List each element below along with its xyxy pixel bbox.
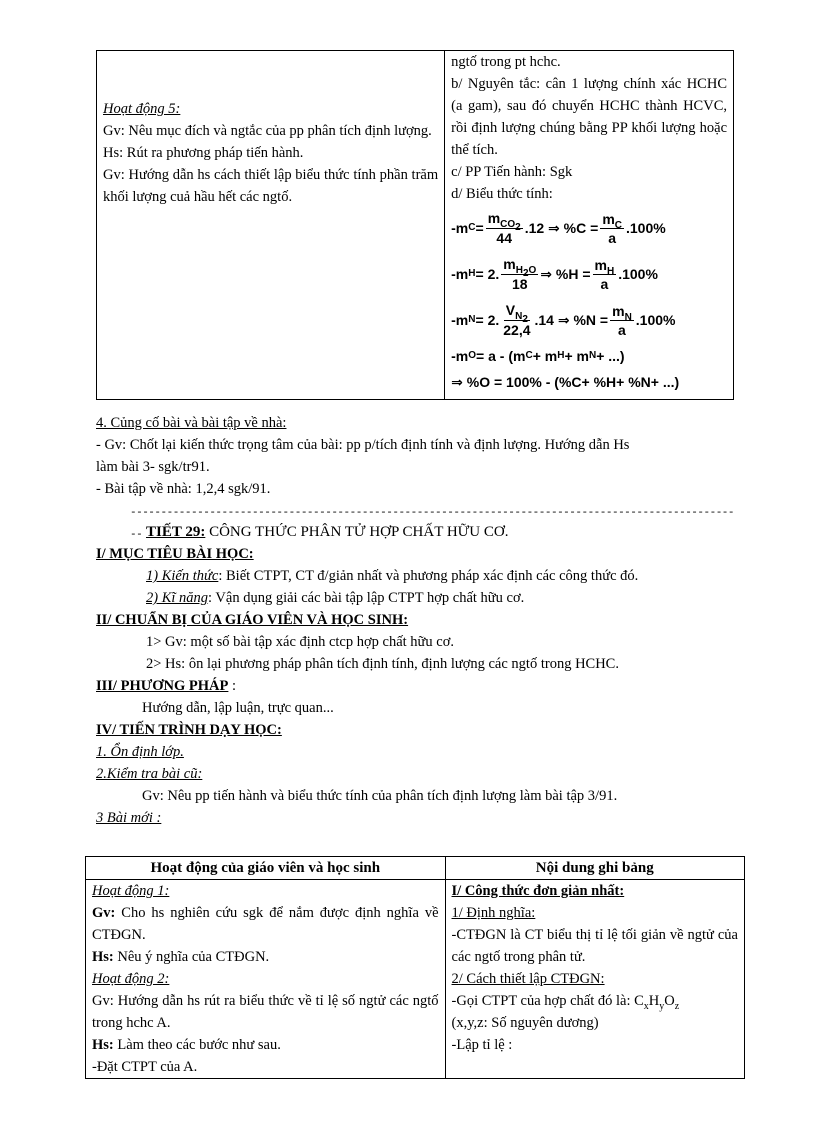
separator-line: -----------------------------------------------------------------------------------------------------	[130, 507, 735, 541]
step-class-order: 1. Ổn định lớp.	[96, 744, 184, 760]
objective-knowledge: 1) Kiến thức: Biết CTPT, CT đ/giản nhất và phương pháp xác định các công thức đó.	[146, 568, 639, 584]
step-check-old-lesson: 2.Kiểm tra bài cũ:	[96, 766, 203, 782]
consolidation-line: làm bài 3- sgk/tr91.	[96, 459, 210, 475]
formula-carbon: -m C = $\frac{m_{CO_2}}{44}$ .12 ⇒ %C = $\frac{m_C}{a}$ .100%	[451, 210, 666, 246]
establish-step-1: -Gọi CTPT của hợp chất đó là: $C_xH_yO_z$	[451, 993, 680, 1012]
activity-2-hs: Hs: Làm theo các bước như sau.	[92, 1037, 281, 1053]
formula-title: d/ Biểu thức tính:	[451, 186, 553, 202]
formula-oxygen-percent: ⇒ %O = 100% - (%C+ %H+ %N+ ...)	[451, 374, 680, 390]
consolidation-title: 4. Củng cố bài và bài tập về nhà:	[96, 415, 287, 431]
check-old-lesson-text: Gv: Nêu pp tiến hành và biểu thức tính của phân tích định lượng làm bài tập 3/91.	[142, 788, 618, 804]
definition-text: -CTĐGN là CT biểu thị tỉ lệ tối giản về ngtử của các ngtố trong phân tử.	[451, 927, 738, 965]
activity-5-line: Hs: Rút ra phương pháp tiến hành.	[103, 145, 304, 161]
section-objectives: I/ MỤC TIÊU BÀI HỌC:	[96, 546, 254, 562]
simplest-formula-title: I/ Công thức đơn giản nhất:	[451, 883, 625, 899]
continued-text: ngtố trong pt hchc.	[451, 54, 561, 70]
step-new-lesson: 3 Bài mới :	[96, 810, 162, 826]
lesson-title: TIẾT 29: CÔNG THỨC PHÂN TỬ HỢP CHẤT HỮU CƠ.	[146, 524, 509, 540]
top-table-left-cell	[97, 51, 445, 400]
bottom-table	[85, 856, 745, 1079]
section-procedure: IV/ TIẾN TRÌNH DẠY HỌC:	[96, 722, 282, 738]
activity-1-gv: Gv: Cho hs nghiên cứu sgk để nắm được định nghĩa về CTĐGN.	[92, 905, 439, 943]
consolidation-line: - Bài tập về nhà: 1,2,4 sgk/91.	[96, 481, 271, 497]
prep-student: 2> Hs: ôn lại phương pháp phân tích định tính, định lượng các ngtố trong HCHC.	[146, 656, 619, 672]
activity-2-title: Hoạt động 2:	[92, 971, 170, 987]
formula-oxygen-mass: -m O = a - (m C + m H + m N + ...)	[451, 348, 625, 364]
establish-title: 2/ Cách thiết lập CTĐGN:	[451, 971, 605, 987]
procedure-text: c/ PP Tiến hành: Sgk	[451, 164, 573, 180]
formula-hydrogen: -m H = 2. $\frac{m_{H_2O}}{18}$ ⇒ %H = $\frac{m_H}{a}$ .100%	[451, 256, 658, 292]
section-method: III/ PHƯƠNG PHÁP :	[96, 678, 237, 694]
principle-text: b/ Nguyên tắc: cân 1 lượng chính xác HCHC (a gam), sau đó chuyển HCHC thành HCVC, rồi định lượng chúng bằng PP khối lượng hoặc thể tích.	[451, 76, 727, 158]
activity-2-gv: Gv: Hướng dẫn hs rút ra biểu thức về tỉ lệ số ngtử các ngtố trong hchc A.	[92, 993, 439, 1031]
activity-1-title: Hoạt động 1:	[92, 883, 170, 899]
objective-skills: 2) Kĩ năng: Vận dụng giải các bài tập lập CTPT hợp chất hữu cơ.	[146, 590, 525, 606]
header-teacher-student: Hoạt động của giáo viên và học sinh	[86, 857, 446, 880]
activity-5-title: Hoạt động 5:	[103, 101, 181, 117]
consolidation-line: - Gv: Chốt lại kiến thức trọng tâm của bài: pp p/tích định tính và định lượng. Hướng dẫn Hs	[96, 437, 630, 453]
prep-teacher: 1> Gv: một số bài tập xác định ctcp hợp chất hữu cơ.	[146, 634, 455, 650]
top-table	[96, 50, 734, 400]
bottom-right-cell	[445, 880, 744, 1079]
bottom-left-cell	[86, 880, 446, 1079]
activity-5-line: Gv: Nêu mục đích và ngtắc của pp phân tích định lượng.	[103, 123, 432, 139]
establish-step-2: (x,y,z: Số nguyên dương)	[451, 1015, 599, 1031]
section-preparation: II/ CHUẨN BỊ CỦA GIÁO VIÊN VÀ HỌC SINH:	[96, 612, 409, 628]
definition-title: 1/ Định nghĩa:	[451, 905, 536, 921]
top-table-right-cell	[445, 51, 734, 400]
establish-step-3: -Lập tỉ lệ :	[451, 1037, 513, 1053]
activity-1-hs: Hs: Nêu ý nghĩa của CTĐGN.	[92, 949, 270, 965]
header-board-content: Nội dung ghi bảng	[445, 857, 744, 880]
formula-nitrogen: -m N = 2. $\frac{V_{N_2}}{22,4}$ .14 ⇒ %N = $\frac{m_N}{a}$ .100%	[451, 302, 676, 338]
activity-5-line: Gv: Hướng dẫn hs cách thiết lập biểu thức tính phần trăm khối lượng cuả hầu hết các ngtố.	[103, 167, 439, 205]
activity-2-step: -Đặt CTPT của A.	[92, 1059, 198, 1075]
method-text: Hướng dẫn, lập luận, trực quan...	[142, 700, 334, 716]
